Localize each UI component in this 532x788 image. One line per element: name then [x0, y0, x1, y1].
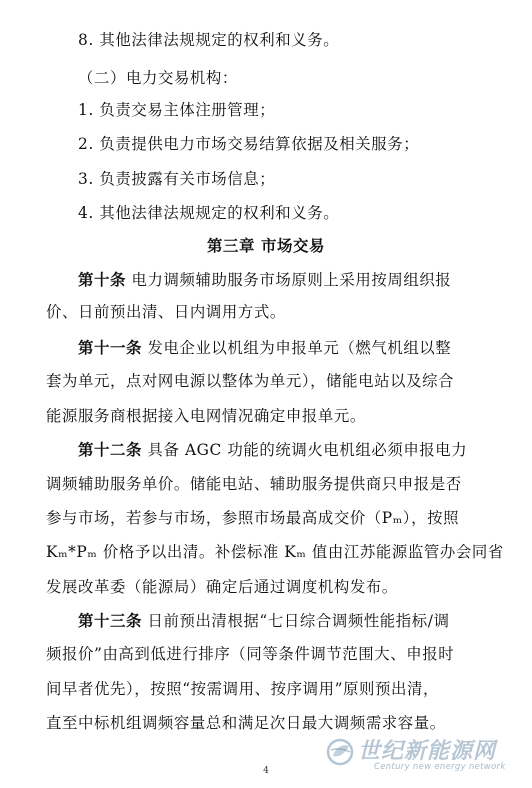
chapter-title: 第三章 市场交易 [207, 237, 325, 255]
article-11-line-3: 能源服务商根据接入电网情况确定申报单元。 [46, 407, 366, 425]
article-12-line-4: Kₘ*Pₘ 价格予以出清。补偿标准 Kₘ 值由江苏能源监管办会同省 [46, 543, 504, 561]
watermark-subtext: Century new energy network [374, 762, 506, 772]
article-12-text-1: 具备 AGC 功能的统调火电机组必须申报电力 [147, 441, 468, 459]
article-11-line-2: 套为单元，点对网电源以整体为单元），储能电站以及综合 [46, 372, 455, 390]
article-10-line-2: 价、日前预出清、日内调用方式。 [46, 303, 286, 321]
article-13-text-1: 日前预出清根据“七日综合调频性能指标/调 [147, 612, 450, 630]
list-item-8: 8. 其他法律法规规定的权利和义务。 [78, 31, 340, 49]
list-item-4: 4. 其他法律法规规定的权利和义务。 [78, 204, 340, 222]
article-13-line-1 [78, 611, 450, 631]
article-10-label: 第十条 [78, 271, 126, 289]
article-12-line-5: 发展改革委（能源局）确定后通过调度机构发布。 [46, 578, 398, 596]
page-number: 4 [263, 766, 269, 776]
article-11-line-1 [78, 338, 451, 358]
globe-leaf-logo-icon [324, 736, 356, 768]
list-item-2: 2. 负责提供电力市场交易结算依据及相关服务； [78, 135, 420, 153]
article-13-line-3: 间早者优先），按照“按需调用、按序调用”原则预出清， [46, 680, 440, 698]
article-12-line-1 [78, 440, 467, 460]
article-13-line-4: 直至中标机组调频容量总和满足次日最大调频需求容量。 [46, 714, 446, 732]
article-12-line-3: 参与市场，若参与市场，参照市场最高成交价（Pₘ），按照 [46, 509, 460, 527]
article-12-label: 第十二条 [78, 441, 142, 459]
list-item-3: 3. 负责披露有关市场信息； [78, 170, 276, 188]
watermark [318, 732, 518, 778]
article-10-line-1 [78, 270, 451, 290]
article-12-line-2: 调频辅助服务单价。储能电站、辅助服务提供商只申报是否 [46, 475, 462, 493]
article-11-label: 第十一条 [78, 339, 142, 357]
article-13-line-2: 频报价”由高到低进行排序（同等条件调节范围大、申报时 [46, 645, 455, 663]
article-13-label: 第十三条 [78, 612, 142, 630]
watermark-text: 世纪新能源网 [358, 739, 497, 764]
list-item-1: 1. 负责交易主体注册管理； [78, 101, 276, 119]
article-11-text-1: 发电企业以机组为申报单元（燃气机组以整 [147, 339, 452, 357]
section-heading: （二）电力交易机构： [78, 69, 238, 87]
article-10-text-1: 电力调频辅助服务市场原则上采用按周组织报 [131, 271, 452, 289]
